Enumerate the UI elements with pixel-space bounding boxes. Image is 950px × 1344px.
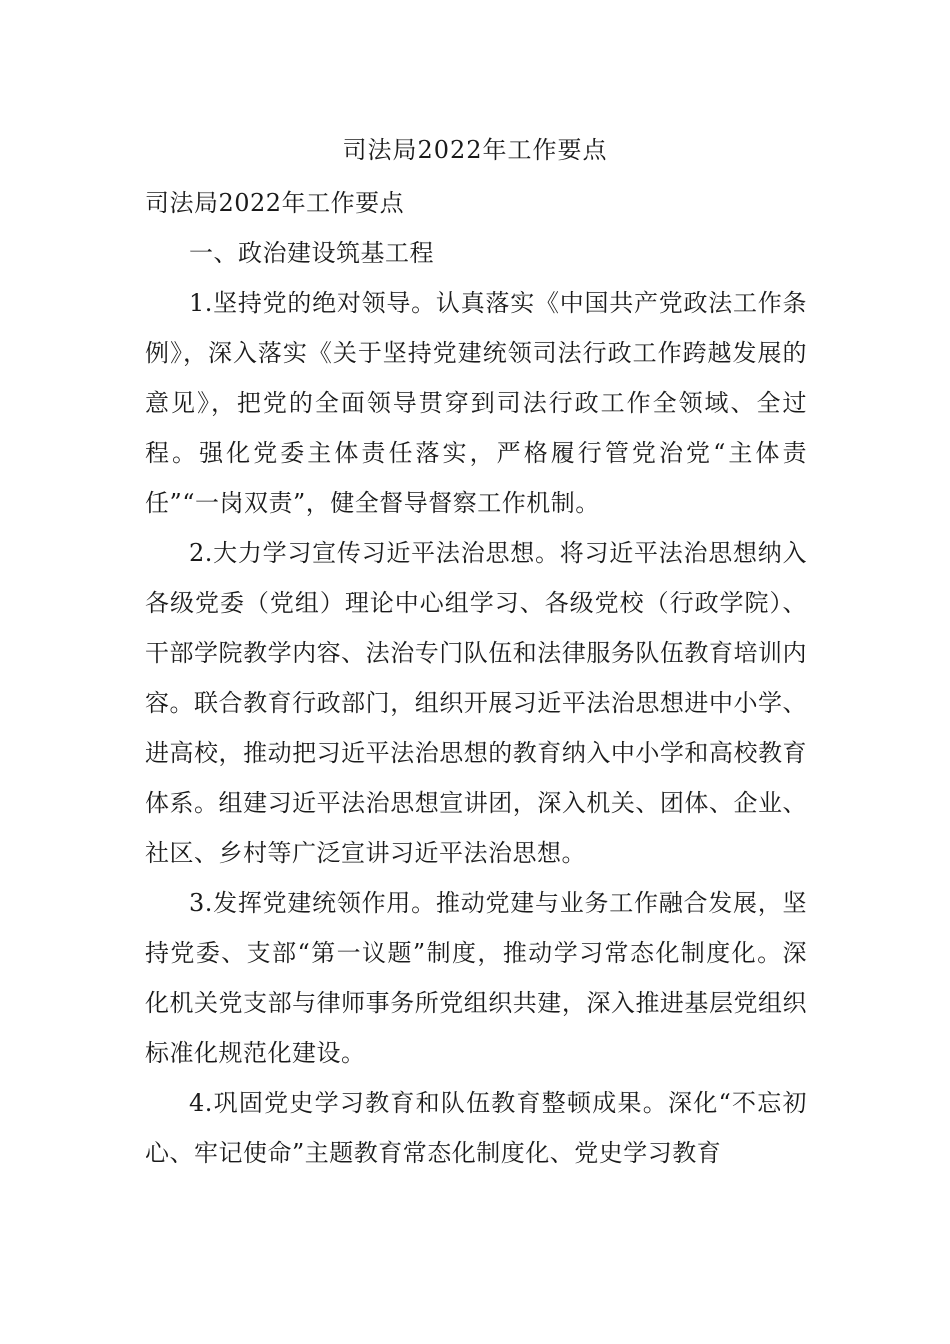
document-body <box>145 178 807 1178</box>
paragraph-2: 2.大力学习宣传习近平法治思想。将习近平法治思想纳入各级党委（党组）理论中心组学习、各级党校（行政学院）、干部学院教学内容、法治专门队伍和法律服务队伍教育培训内容。联合教育行政部门，组织开展习近平法治思想进中小学、进高校，推动把习近平法治思想的教育纳入中小学和高校教育体系。组建习近平法治思想宣讲团，深入机关、团体、企业、社区、乡村等广泛宣讲习近平法治思想。 <box>145 539 807 867</box>
paragraph-3: 3.发挥党建统领作用。推动党建与业务工作融合发展，坚持党委、支部“第一议题”制度，推动学习常态化制度化。深化机关党支部与律师事务所党组织共建，深入推进基层党组织标准化规范化建设。 <box>145 889 807 1067</box>
document-title: 司法局2022年工作要点 <box>342 136 608 164</box>
document-subtitle: 司法局2022年工作要点 <box>145 189 405 217</box>
section-heading: 一、政治建设筑基工程 <box>189 239 434 267</box>
paragraph-1: 1.坚持党的绝对领导。认真落实《中国共产党政法工作条例》，深入落实《关于坚持党建统领司法行政工作跨越发展的意见》，把党的全面领导贯穿到司法行政工作全领域、全过程。强化党委主体责任落实，严格履行管党治党“主体责任”“一岗双责”，健全督导督察工作机制。 <box>145 289 807 517</box>
paragraph-4: 4.巩固党史学习教育和队伍教育整顿成果。深化“不忘初心、牢记使命”主题教育常态化制度化、党史学习教育 <box>145 1089 807 1167</box>
